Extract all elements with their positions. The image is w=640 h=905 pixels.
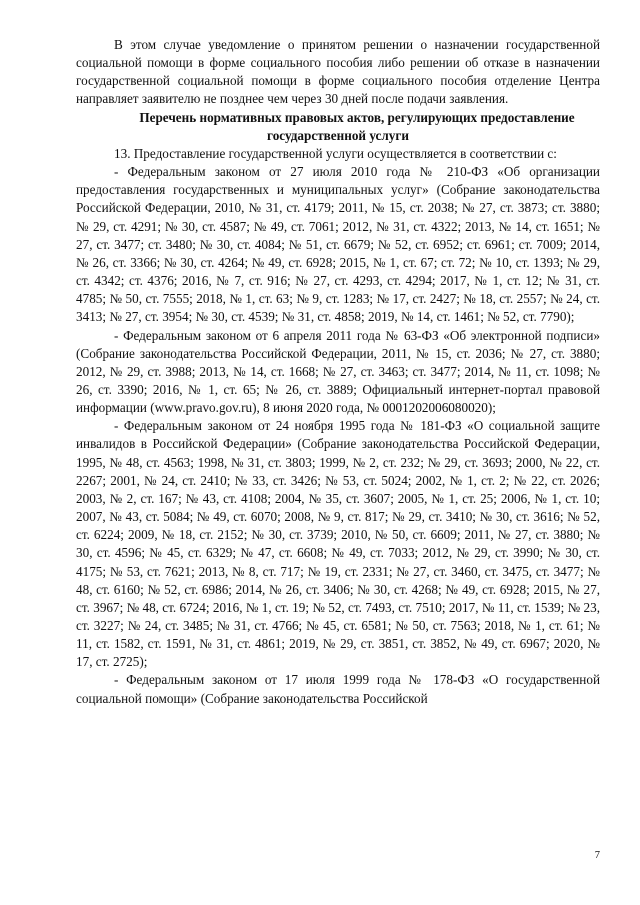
document-page (76, 36, 600, 708)
law-178-paragraph: - Федеральным законом от 17 июля 1999 года № 178-ФЗ «О государственной социальной помощи» (Собрание законодательства Российской (76, 672, 600, 706)
law-181-paragraph: - Федеральным законом от 24 ноября 1995 года № 181-ФЗ «О социальной защите инвалидов в Российской Федерации» (Собрание законодательства Российской Федерации, 1995, № 48, ст. 4563; 1998, № 31, ст. 3803; 1999, № 2, ст. 232; № 29, ст. 3693; 2000, № 22, ст. 2267; 2001, № 24, ст. 2410; № 33, ст. 3426; № 53, ст. 5024; 2002, № 1, ст. 2; № 22, ст. 2026; 2003, № 2, ст. 167; № 43, ст. 4108; 2004, № 35, ст. 3607; 2005, № 1, ст. 25; 2006, № 1, ст. 10; 2007, № 43, ст. 5084; № 49, ст. 6070; 2008, № 9, ст. 817; № 29, ст. 3410; № 30, ст. 3616; № 52, ст. 6224; 2009, № 18, ст. 2152; № 30, ст. 3739; 2010, № 50, ст. 6609; 2011, № 27, ст. 3880; № 30, ст. 4596; № 45, ст. 6329; № 47, ст. 6608; № 49, ст. 7033; 2012, № 29, ст. 3990; № 30, ст. 4175; № 53, ст. 7621; 2013, № 8, ст. 717; № 19, ст. 2331; № 27, ст. 3460, ст. 3475, ст. 3477; № 48, ст. 6160; № 52, ст. 6986; 2014, № 26, ст. 3406; № 30, ст. 4268; № 49, ст. 6928; 2015, № 27, ст. 3967; № 48, ст. 6724; 2016, № 1, ст. 19; № 52, ст. 7493, ст. 7510; 2017, № 11, ст. 1539; № 23, ст. 3227; № 24, ст. 3485; № 31, ст. 4766; № 45, ст. 6581; № 50, ст. 7563; 2018, № 1, ст. 61; № 11, ст. 1582, ст. 1591, № 31, ст. 4861; 2019, № 29, ст. 3851, ст. 3852, № 49, ст. 6967; 2020, № 17, ст. 2725); (76, 418, 600, 670)
section-heading: Перечень нормативных правовых актов, регулирующих предоставление государственной услуги (139, 109, 575, 143)
clause-13: 13. Предоставление государственной услуги осуществляется в соответствии с: (114, 145, 557, 161)
intro-paragraph: В этом случае уведомление о принятом решении о назначении государственной социальной помощи в форме социального пособия либо решении об отказе в назначении государственной социальной помощи в форме социального пособия отделение Центра направляет заявителю не позднее чем через 30 дней после подачи заявления. (76, 37, 600, 107)
page-number: 7 (594, 850, 600, 861)
law-63-paragraph: - Федеральным законом от 6 апреля 2011 года № 63-ФЗ «Об электронной подписи» (Собрание законодательства Российской Федерации, 2011, № 15, ст. 2036; № 27, ст. 3880; 2012, № 29, ст. 3988; 2013, № 14, ст. 1668; № 27, ст. 3463; ст. 3477; 2014, № 11, ст. 1098; № 26, ст. 3390; 2016, № 1, ст. 65; № 26, ст. 3889; Официальный интернет-портал правовой информации (www.pravo.gov.ru), 8 июня 2020 года, № 0001202006080020); (76, 327, 600, 416)
law-210-paragraph: - Федеральным законом от 27 июля 2010 года № 210-ФЗ «Об организации предоставления государственных и муниципальных услуг» (Собрание законодательства Российской Федерации, 2010, № 31, ст. 4179; 2011, № 15, ст. 2038; № 27, ст. 3873; ст. 3880; № 29, ст. 4291; № 30, ст. 4587; № 49, ст. 7061; 2012, № 31, ст. 4322; 2013, № 14, ст. 1651; № 27, ст. 3477; ст. 3480; № 30, ст. 4084; № 51, ст. 6679; № 52, ст. 6952; ст. 6961; ст. 7009; 2014, № 26, ст. 3366; № 30, ст. 4264; № 49, ст. 6928; 2015, № 1, ст. 67; ст. 72; № 10, ст. 1393; № 29, ст. 4342; ст. 4376; 2016, № 7, ст. 916; № 27, ст. 4293, ст. 4294; 2017, № 1, ст. 12; № 31, ст. 4785; № 50, ст. 7555; 2018, № 1, ст. 63; № 9, ст. 1283; № 17, ст. 2427; № 18, ст. 2557; № 24, ст. 3413; № 27, ст. 3954; № 30, ст. 4539; № 31, ст. 4858; 2019, № 14, ст. 1461; № 52, ст. 7790); (76, 164, 600, 325)
